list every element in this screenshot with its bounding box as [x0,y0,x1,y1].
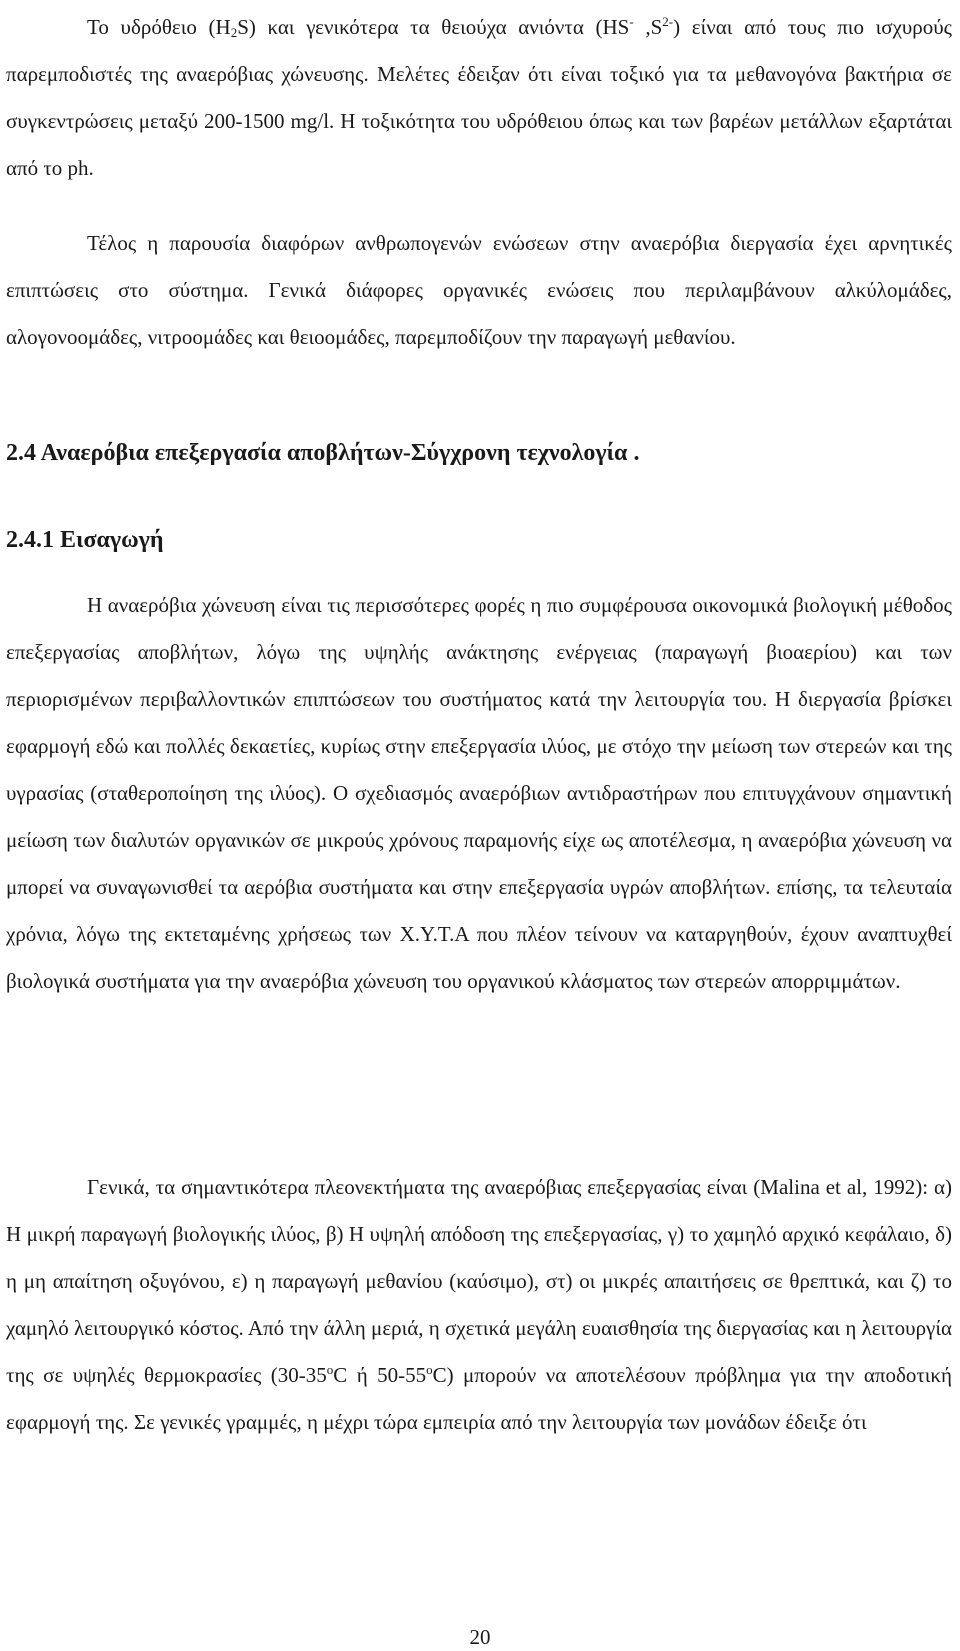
paragraph-introduction: Η αναερόβια χώνευση είναι τις περισσότερες φορές η πιο συμφέρουσα οικονομικά βιολογική μέθοδος επεξεργασίας αποβλήτων, λόγω της υψηλής ανάκτησης ενέργειας (παραγωγή βιοαερίου) και των περιορισμένων περιβαλλοντικών επιπτώσεων του συστήματος κατά την λειτουργία του. Η διεργασία βρίσκει εφαρμογή εδώ και πολλές δεκαετίες, κυρίως στην επεξεργασία ιλύος, με στόχο την μείωση των στερεών και της υγρασίας (σταθεροποίηση της ιλύος). Ο σχεδιασμός αναερόβιων αντιδραστήρων που επιτυγχάνουν σημαντική μείωση των διαλυτών οργανικών σε μικρούς χρόνους παραμονής είχε ως αποτέλεσμα, η αναερόβια χώνευση να μπορεί να συναγωνισθεί τα αερόβια συστήματα και στην επεξεργασία υγρών αποβλήτων. επίσης, τα τελευταία χρόνια, λόγω της εκτεταμένης χρήσεως των Χ.Υ.Τ.Α που πλέον τείνουν να καταργηθούν, έχουν αναπτυχθεί βιολογικά συστήματα για την αναερόβια χώνευση του οργανικού κλάσματος των στερεών απορριμμάτων. [6,593,952,993]
text-run: Γενικά, τα σημαντικότερα πλεονεκτήματα της αναερόβιας επεξεργασίας είναι (Malina et al, 1992): α) Η μικρή παραγωγή βιολογικής ιλύος, β) Η υψηλή απόδοση της επεξεργασίας, γ) το χαμηλό αρχικό κεφάλαιο, δ) η μη απαίτηση οξυγόνου, ε) η παραγωγή μεθανίου (καύσιμο), στ) οι μικρές απαιτήσεις σε θρεπτικά, και ζ) το χαμηλό λειτουργικό κόστος. Από την άλλη μεριά, η σχετικά μεγάλη ευαισθησία της διεργασίας και η λειτουργία της σε υψηλές θερμοκρασίες (30-35 [6,1175,952,1387]
paragraph-advantages [6,1164,952,1446]
paragraph-anthropogenic-compounds: Τέλος η παρουσία διαφόρων ανθρωπογενών ενώσεων στην αναερόβια διεργασία έχει αρνητικές επιπτώσεις στο σύστημα. Γενικά διάφορες οργανικές ενώσεις που περιλαμβάνουν αλκύλομάδες, αλογονοομάδες, νιτροομάδες και θειοομάδες, παρεμποδίζουν την παραγωγή μεθανίου. [6,231,952,349]
page-number: 20 [469,1625,491,1649]
text-run: ) είναι από τους πιο ισχυρούς παρεμποδιστές της αναερόβιας χώνευσης. Μελέτες έδειξαν ότι είναι τοξικό για τα μεθανογόνα βακτήρια σε συγκεντρώσεις μεταξύ 200-1500 mg/l. Η τοξικότητα του υδρόθειου όπως και των βαρέων μετάλλων εξαρτάται από το ph. [6,15,952,180]
superscript: - [629,14,634,29]
subsection-heading: 2.4.1 Εισαγωγή [6,527,164,553]
text-run: ,S [633,15,663,39]
superscript: 2- [662,14,674,29]
text-run: C ή 50-55 [333,1363,427,1387]
subscript: 2 [230,25,238,40]
text-run: S) και γενικότερα τα θειούχα ανιόντα (HS [237,15,630,39]
paragraph-hydrogen-sulfide [6,4,952,192]
section-heading: 2.4 Αναερόβια επεξεργασία αποβλήτων-Σύγχρονη τεχνολογία . [6,440,640,466]
text-run: Το υδρόθειο (H [87,15,231,39]
superscript: o [426,1362,433,1377]
superscript: o [326,1362,334,1377]
text-run: C) μπορούν να αποτελέσουν πρόβλημα για την αποδοτική εφαρμογή της. Σε γενικές γραμμές, η μέχρι τώρα εμπειρία από την λειτουργία των μονάδων έδειξε ότι [6,1363,952,1434]
